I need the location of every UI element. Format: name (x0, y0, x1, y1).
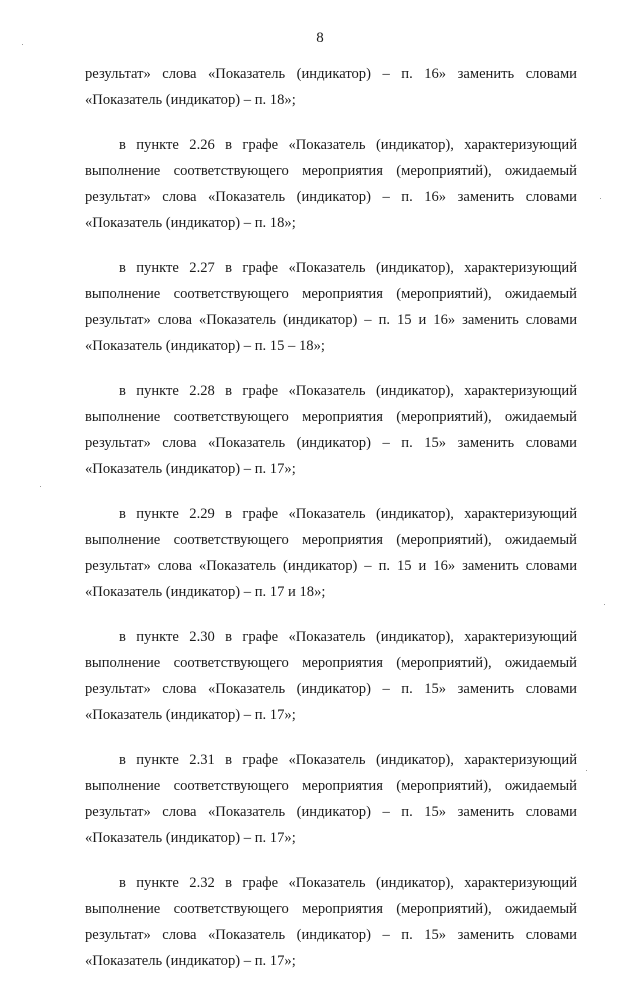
text-line: в пункте 2.28 в графе «Показатель (индикатор), характеризующий (119, 383, 577, 399)
paragraph-item-2-28 (85, 378, 577, 482)
paragraph-item-2-26 (85, 132, 577, 236)
text-line: выполнение соответствующего мероприятия (мероприятий), ожидаемый (85, 532, 577, 548)
text-line: выполнение соответствующего мероприятия (мероприятий), ожидаемый (85, 286, 577, 302)
text-line: «Показатель (индикатор) – п. 18»; (85, 92, 296, 108)
paragraph-item-2-31 (85, 747, 577, 851)
text-line: «Показатель (индикатор) – п. 17»; (85, 707, 296, 723)
paragraph-continuation (85, 61, 577, 113)
text-line: результат» слова «Показатель (индикатор) – п. 16» заменить словами (85, 189, 577, 205)
scan-speck (600, 198, 601, 199)
text-line: в пункте 2.29 в графе «Показатель (индикатор), характеризующий (119, 506, 577, 522)
text-line: в пункте 2.26 в графе «Показатель (индикатор), характеризующий (119, 137, 577, 153)
paragraph-item-2-29 (85, 501, 577, 605)
text-line: результат» слова «Показатель (индикатор) – п. 15» заменить словами (85, 927, 577, 943)
text-line: результат» слова «Показатель (индикатор) – п. 15» заменить словами (85, 435, 577, 451)
text-line: выполнение соответствующего мероприятия (мероприятий), ожидаемый (85, 163, 577, 179)
paragraph-item-2-32 (85, 870, 577, 974)
text-line: «Показатель (индикатор) – п. 17»; (85, 461, 296, 477)
text-line: в пункте 2.27 в графе «Показатель (индикатор), характеризующий (119, 260, 577, 276)
page-number: 8 (316, 30, 324, 46)
paragraph-item-2-27 (85, 255, 577, 359)
text-line: «Показатель (индикатор) – п. 17 и 18»; (85, 584, 326, 600)
text-line: выполнение соответствующего мероприятия (мероприятий), ожидаемый (85, 901, 577, 917)
text-line: выполнение соответствующего мероприятия (мероприятий), ожидаемый (85, 409, 577, 425)
text-line: «Показатель (индикатор) – п. 17»; (85, 953, 296, 969)
text-line: в пункте 2.32 в графе «Показатель (индикатор), характеризующий (119, 875, 577, 891)
text-line: результат» слова «Показатель (индикатор) – п. 15» заменить словами (85, 681, 577, 697)
document-body (85, 61, 577, 993)
scan-speck (604, 604, 605, 605)
text-line: выполнение соответствующего мероприятия (мероприятий), ожидаемый (85, 778, 577, 794)
text-line: в пункте 2.30 в графе «Показатель (индикатор), характеризующий (119, 629, 577, 645)
text-line: результат» слова «Показатель (индикатор) – п. 16» заменить словами (85, 66, 577, 82)
text-line: «Показатель (индикатор) – п. 18»; (85, 215, 296, 231)
scan-speck (22, 44, 23, 45)
text-line: в пункте 2.31 в графе «Показатель (индикатор), характеризующий (119, 752, 577, 768)
paragraph-item-2-30 (85, 624, 577, 728)
text-line: выполнение соответствующего мероприятия (мероприятий), ожидаемый (85, 655, 577, 671)
text-line: «Показатель (индикатор) – п. 15 – 18»; (85, 338, 325, 354)
text-line: «Показатель (индикатор) – п. 17»; (85, 830, 296, 846)
scan-speck (40, 486, 41, 487)
text-line: результат» слова «Показатель (индикатор) – п. 15 и 16» заменить словами (85, 312, 577, 328)
scan-speck (586, 770, 587, 771)
text-line: результат» слова «Показатель (индикатор) – п. 15» заменить словами (85, 804, 577, 820)
text-line: результат» слова «Показатель (индикатор) – п. 15 и 16» заменить словами (85, 558, 577, 574)
